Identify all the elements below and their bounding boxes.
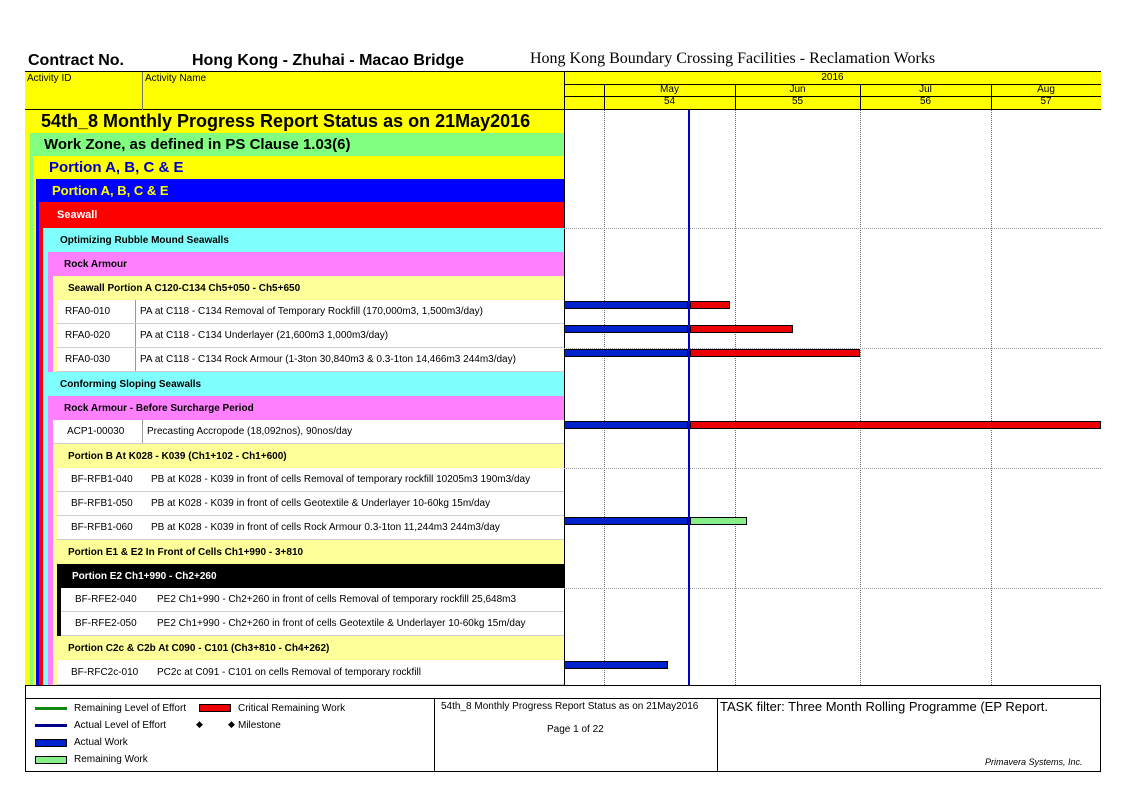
column-activity-name[interactable]: Activity Name bbox=[145, 73, 207, 84]
remaining-work-icon bbox=[35, 756, 67, 764]
actual-work-bar[interactable] bbox=[564, 661, 668, 669]
activity-id: BF-RFE2-050 bbox=[75, 618, 137, 629]
band-portion-b[interactable]: Portion B At K028 - K039 (Ch1+102 - Ch1+600) bbox=[53, 444, 564, 468]
actual-loe-icon bbox=[35, 724, 67, 727]
footer-divider bbox=[434, 698, 435, 772]
activity-row[interactable] bbox=[57, 300, 564, 324]
actual-work-icon bbox=[35, 739, 67, 747]
activity-name: PA at C118 - C134 Underlayer (21,600m3 1,000m3/day) bbox=[135, 324, 388, 347]
project-subtitle: Hong Kong Boundary Crossing Facilities - Reclamation Works bbox=[530, 50, 936, 67]
band-report-title[interactable]: 54th_8 Monthly Progress Report Status as on 21May2016 bbox=[25, 110, 564, 133]
activity-id: BF-RFB1-050 bbox=[71, 498, 133, 509]
gantt-hline bbox=[564, 228, 1101, 229]
column-activity-id[interactable]: Activity ID bbox=[27, 73, 72, 84]
band-portion-yellow[interactable]: Portion A, B, C & E bbox=[33, 156, 564, 179]
band-rock-armour-before[interactable]: Rock Armour - Before Surcharge Period bbox=[48, 396, 564, 420]
activity-name: PB at K028 - K039 in front of cells Rock Armour 0.3-1ton 11,244m3 244m3/day bbox=[151, 522, 500, 533]
activity-id: RFA0-030 bbox=[65, 354, 111, 365]
footer-filter: TASK filter: Three Month Rolling Programme (EP Report. bbox=[720, 699, 1049, 714]
remaining-work-bar[interactable] bbox=[690, 517, 747, 525]
actual-work-bar[interactable] bbox=[564, 349, 688, 357]
activity-id: BF-RFB1-060 bbox=[71, 522, 133, 533]
band-work-zone[interactable]: Work Zone, as defined in PS Clause 1.03(6) bbox=[30, 133, 564, 156]
timeline-week: 54 bbox=[663, 96, 676, 107]
critical-work-bar[interactable] bbox=[690, 421, 1101, 429]
activity-row[interactable] bbox=[57, 492, 564, 516]
legend-actual-loe: Actual Level of Effort bbox=[74, 720, 167, 731]
footer-divider bbox=[717, 698, 718, 772]
gantt-gridline bbox=[735, 110, 736, 685]
legend-remaining-loe: Remaining Level of Effort bbox=[74, 703, 187, 714]
contract-label: Contract No. bbox=[28, 52, 124, 69]
activity-name: PA at C118 - C134 Rock Armour (1-3ton 30,840m3 & 0.3-1ton 14,466m3 244m3/day) bbox=[135, 348, 516, 371]
band-portion-c2c[interactable]: Portion C2c & C2b At C090 - C101 (Ch3+810 - Ch4+262) bbox=[53, 636, 564, 660]
legend-milestone: Milestone bbox=[238, 720, 281, 731]
timeline-week: 57 bbox=[1040, 96, 1052, 107]
timeline-month: Aug bbox=[1037, 84, 1055, 95]
band-portion-blue[interactable]: Portion A, B, C & E bbox=[36, 179, 564, 202]
activity-name: PB at K028 - K039 in front of cells Geotextile & Underlayer 10-60kg 15m/day bbox=[151, 498, 491, 509]
legend-remaining-work: Remaining Work bbox=[74, 754, 148, 765]
critical-work-bar[interactable] bbox=[690, 325, 793, 333]
band-conforming[interactable]: Conforming Sloping Seawalls bbox=[43, 372, 564, 396]
activity-row[interactable] bbox=[57, 468, 564, 492]
activity-name: PC2c at C091 - C101 on cells Removal of temporary rockfill bbox=[157, 666, 421, 678]
band-seawall[interactable]: Seawall bbox=[39, 202, 564, 228]
band-portion-e2[interactable]: Portion E2 Ch1+990 - Ch2+260 bbox=[57, 564, 564, 588]
gantt-gridline bbox=[604, 110, 605, 685]
column-divider bbox=[142, 72, 143, 110]
milestone-icon: ◆ bbox=[228, 719, 235, 729]
footer-vendor: Primavera Systems, Inc. bbox=[985, 757, 1083, 767]
activity-row[interactable] bbox=[57, 324, 564, 348]
timeline-week: 55 bbox=[791, 96, 804, 107]
activity-id: BF-RFB1-040 bbox=[71, 474, 133, 485]
activity-row[interactable] bbox=[57, 660, 564, 685]
timeline-year: 2016 bbox=[821, 72, 844, 83]
activity-id: ACP1-00030 bbox=[67, 426, 125, 437]
activity-row[interactable] bbox=[57, 348, 564, 372]
timeline-week: 56 bbox=[919, 96, 932, 107]
actual-work-bar[interactable] bbox=[564, 301, 688, 309]
gantt-hline bbox=[564, 468, 1101, 469]
critical-remaining-icon bbox=[199, 704, 231, 712]
activity-id: BF-RFE2-040 bbox=[75, 594, 137, 605]
project-name: Hong Kong - Zhuhai - Macao Bridge bbox=[192, 52, 464, 69]
activity-name: PE2 Ch1+990 - Ch2+260 in front of cells Removal of temporary rockfill 25,648m3 bbox=[157, 594, 517, 605]
band-rock-armour[interactable]: Rock Armour bbox=[48, 252, 564, 276]
timeline-month: Jun bbox=[789, 84, 806, 95]
timeline-month: May bbox=[660, 84, 679, 95]
milestone-icon: ◆ bbox=[196, 719, 203, 729]
remaining-loe-icon bbox=[35, 707, 67, 710]
column-header bbox=[25, 72, 564, 110]
activity-row[interactable] bbox=[53, 420, 564, 444]
activity-name: PA at C118 - C134 Removal of Temporary Rockfill (170,000m3, 1,500m3/day) bbox=[135, 300, 483, 323]
band-seawall-portion-a[interactable]: Seawall Portion A C120-C134 Ch5+050 - Ch5+650 bbox=[53, 276, 564, 300]
data-date-line bbox=[688, 110, 690, 685]
actual-work-bar[interactable] bbox=[564, 421, 688, 429]
activity-id: RFA0-020 bbox=[65, 330, 111, 341]
gantt-hline bbox=[564, 588, 1101, 589]
activity-id: BF-RFC2c-010 bbox=[71, 666, 139, 678]
activity-row[interactable] bbox=[57, 516, 564, 540]
band-portion-e1-e2[interactable]: Portion E1 & E2 In Front of Cells Ch1+990 - 3+810 bbox=[53, 540, 564, 564]
critical-work-bar[interactable] bbox=[690, 349, 860, 357]
activity-row[interactable] bbox=[61, 588, 564, 612]
actual-work-bar[interactable] bbox=[564, 325, 688, 333]
footer-report-title: 54th_8 Monthly Progress Report Status as on 21May2016 bbox=[441, 701, 699, 712]
band-optimizing[interactable]: Optimizing Rubble Mound Seawalls bbox=[43, 228, 564, 252]
critical-work-bar[interactable] bbox=[690, 301, 730, 309]
activity-id: RFA0-010 bbox=[65, 306, 111, 317]
footer-page-number: Page 1 of 22 bbox=[547, 724, 604, 735]
gantt-area bbox=[564, 110, 1101, 685]
legend-actual-work: Actual Work bbox=[74, 737, 128, 748]
actual-work-bar[interactable] bbox=[564, 517, 688, 525]
timeline-month: Jul bbox=[919, 84, 932, 95]
activity-row[interactable] bbox=[61, 612, 564, 636]
activity-name: PB at K028 - K039 in front of cells Removal of temporary rockfill 10205m3 190m3/day bbox=[151, 474, 531, 485]
legend-critical-remaining: Critical Remaining Work bbox=[238, 703, 346, 714]
activity-name: Precasting Accropode (18,092nos), 90nos/day bbox=[142, 420, 352, 443]
gantt-gridline bbox=[991, 110, 992, 685]
gantt-gridline bbox=[860, 110, 861, 685]
activity-name: PE2 Ch1+990 - Ch2+260 in front of cells Geotextile & Underlayer 10-60kg 15m/day bbox=[157, 618, 526, 629]
